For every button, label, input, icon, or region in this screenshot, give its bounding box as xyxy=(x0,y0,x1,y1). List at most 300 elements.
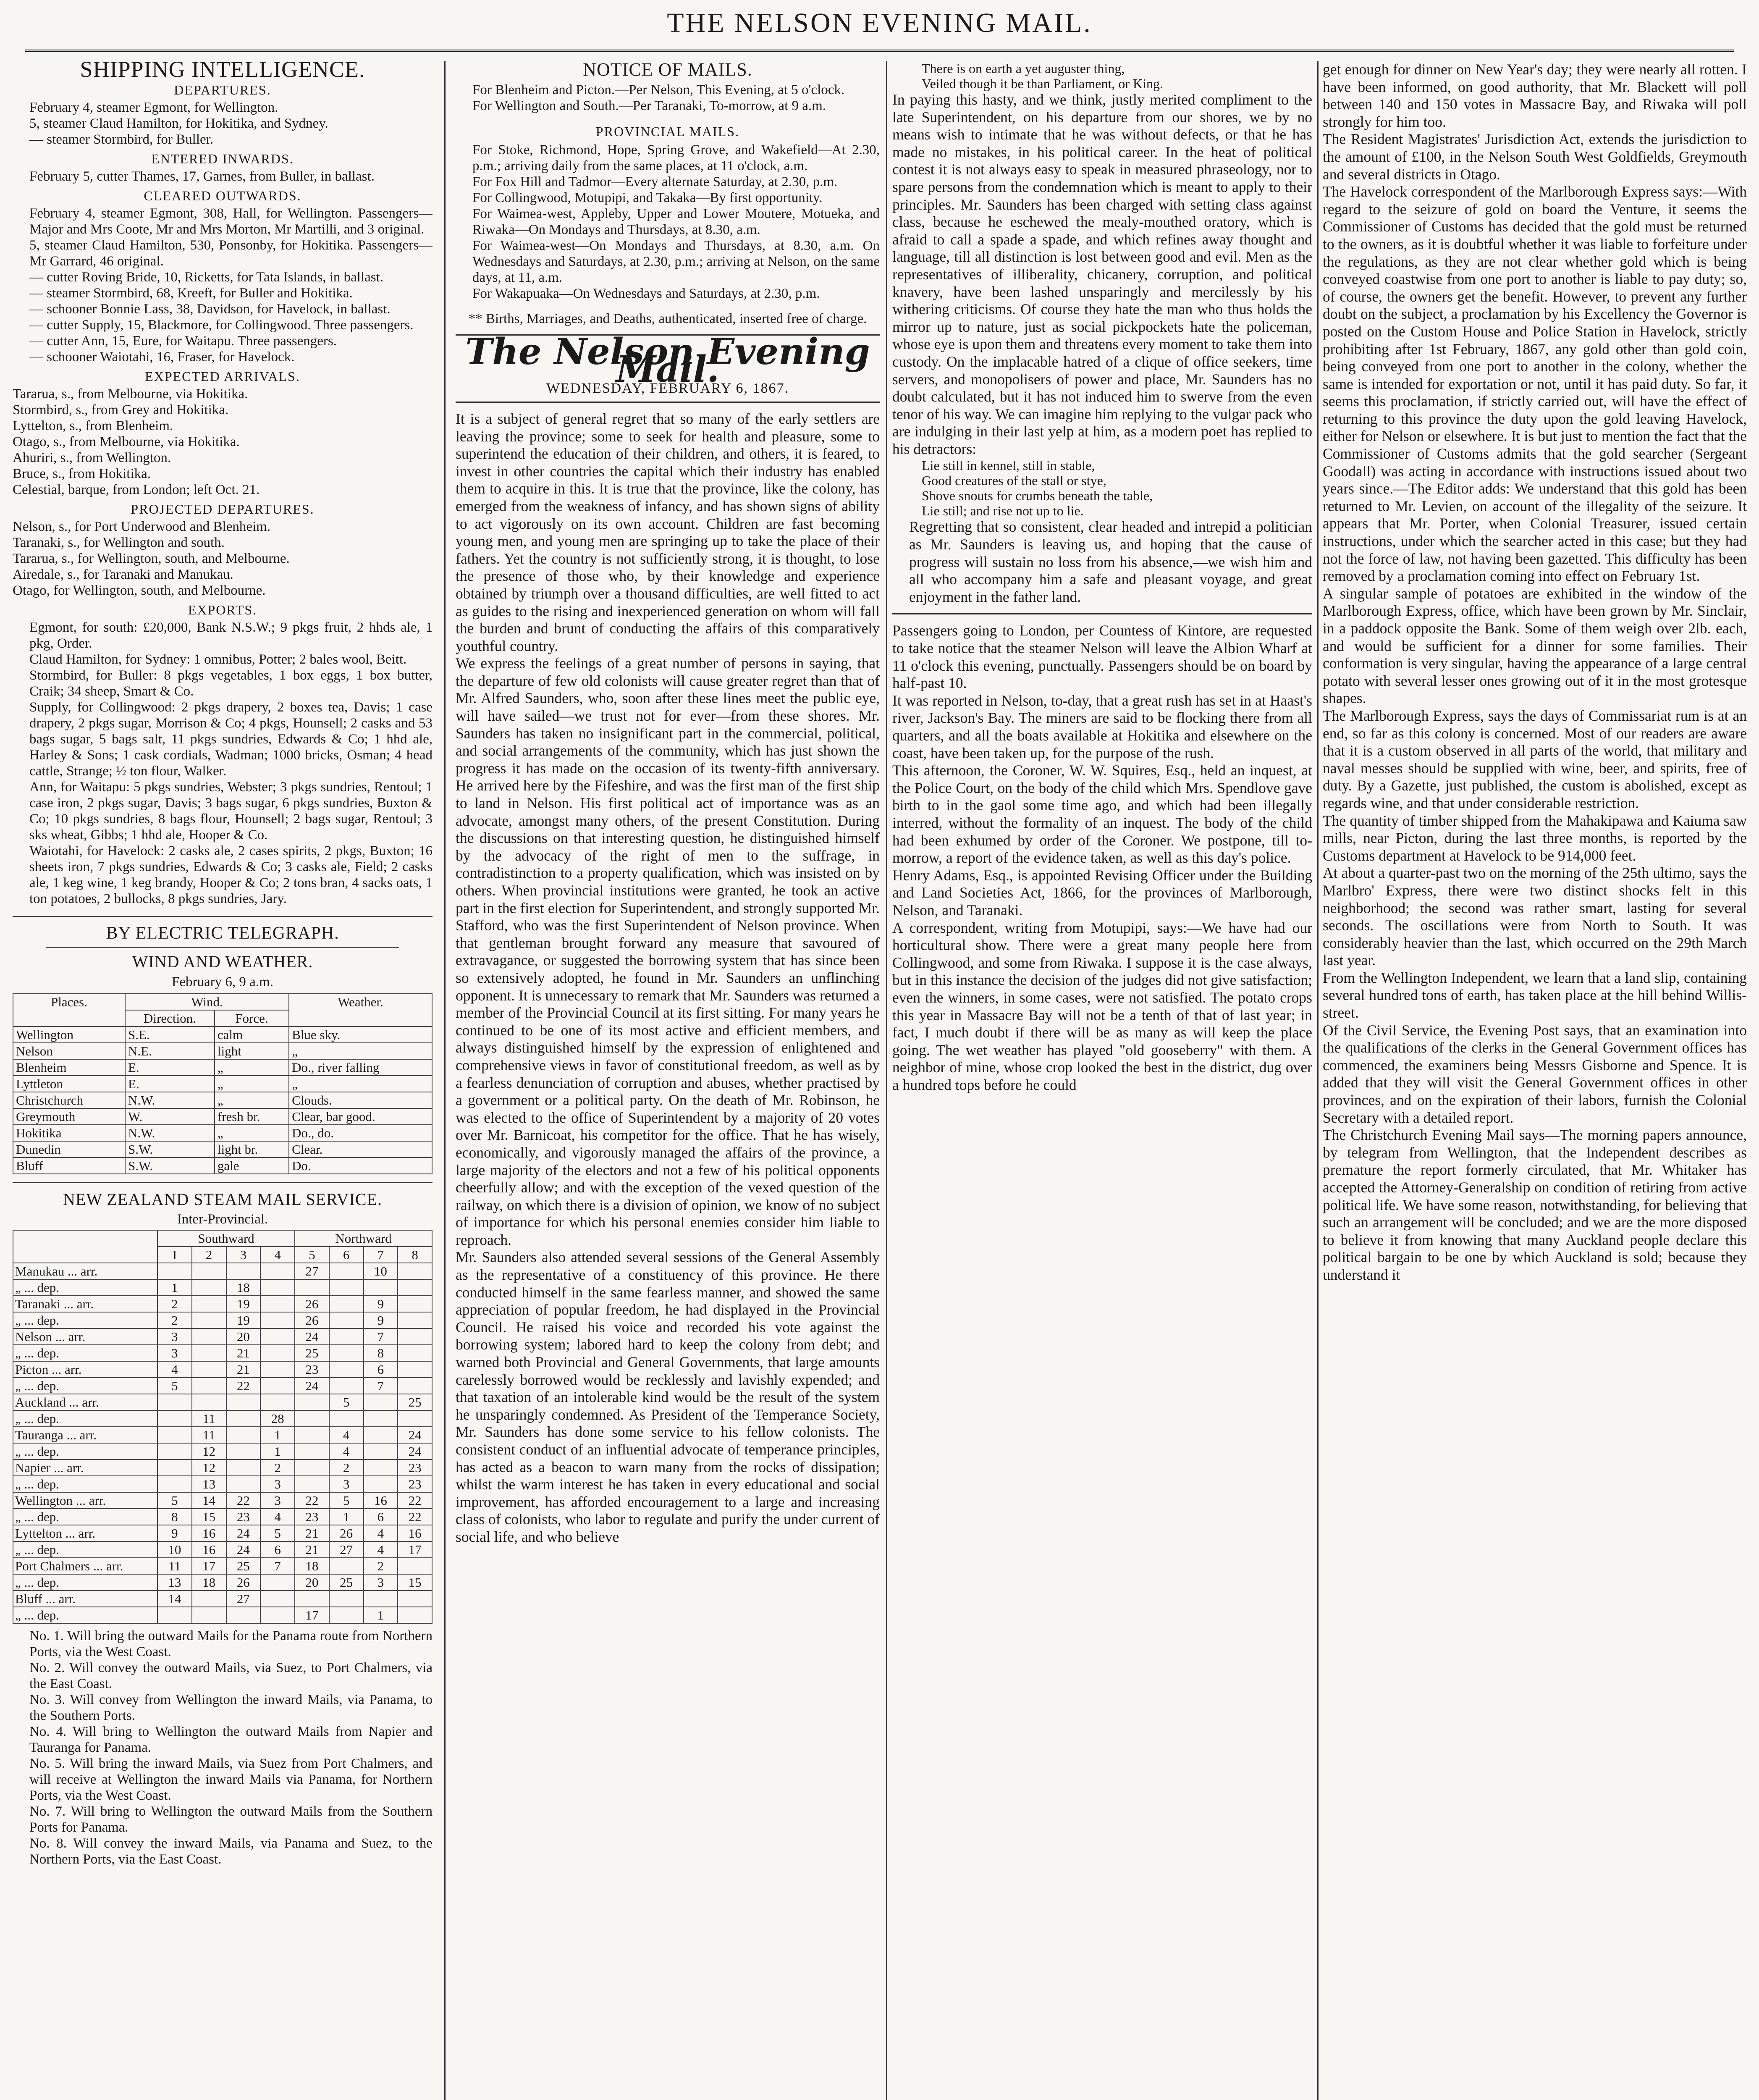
column-2 xyxy=(456,61,880,2100)
table-cell: Tauranga ... arr. xyxy=(13,1427,157,1443)
table-cell xyxy=(398,1296,432,1312)
shipping-heading: SHIPPING INTELLIGENCE. xyxy=(80,61,365,82)
table-cell: „ ... dep. xyxy=(13,1312,157,1328)
table-row xyxy=(13,1158,432,1174)
table-cell: 2 xyxy=(260,1460,295,1476)
article-paragraph: It was reported in Nelson, to-day, that a great rush has set in at Haast's river, Jackson's Bay. The miners are said to be flocking there from all quarters, and all the boats available at Hokitika and elsewhere on the coast, have been taken up, for the purpose of the rush. xyxy=(892,692,1312,761)
leader-date: WEDNESDAY, FEBRUARY 6, 1867. xyxy=(546,381,789,396)
table-cell: E. xyxy=(125,1059,215,1076)
table-cell xyxy=(226,1476,261,1492)
news-items-col3 xyxy=(892,622,1312,1094)
column-divider xyxy=(444,61,446,2100)
table-cell xyxy=(364,1591,398,1607)
table-cell: 21 xyxy=(295,1541,329,1558)
list-entry: No. 2. Will convey the outward Mails, via Suez, to Port Chalmers, via the East Coast. xyxy=(29,1660,433,1692)
table-cell: Blue sky. xyxy=(289,1026,432,1043)
table-cell: 2 xyxy=(157,1296,192,1312)
table-cell: 25 xyxy=(398,1394,432,1410)
table-cell: 19 xyxy=(226,1296,261,1312)
table-cell: 27 xyxy=(295,1263,329,1279)
table-cell xyxy=(192,1394,226,1410)
table-cell xyxy=(192,1263,226,1279)
table-cell: Christchurch xyxy=(13,1092,125,1108)
table-cell xyxy=(226,1607,261,1623)
list-entry: — schooner Waiotahi, 16, Fraser, for Havelock. xyxy=(29,349,295,365)
table-row xyxy=(13,1525,432,1541)
table-cell: „ xyxy=(215,1076,289,1092)
table-cell: Nelson ... arr. xyxy=(13,1328,157,1345)
col-northward: Northward xyxy=(295,1230,432,1247)
table-cell xyxy=(226,1443,261,1460)
table-cell: 24 xyxy=(295,1328,329,1345)
table-cell: 19 xyxy=(226,1312,261,1328)
list-entry: Regretting that so consistent, clear headed and intrepid a politician as Mr. Saunders is leaving us, and hoping that the cause of progress will sustain no loss from his absence,—we wish him and all who accompany him a safe and pleasant voyage, and great enjoyment in the father land. xyxy=(909,518,1312,605)
list-entry: — steamer Stormbird, for Buller. xyxy=(29,131,214,147)
table-cell xyxy=(260,1345,295,1361)
table-cell: 13 xyxy=(157,1574,192,1591)
list-entry: Lie still in kennel, still in stable, xyxy=(922,458,1095,473)
table-cell: 25 xyxy=(226,1558,261,1574)
table-cell xyxy=(260,1378,295,1394)
table-cell: 5 xyxy=(329,1492,364,1509)
list-entry: Bruce, s., from Hokitika. xyxy=(13,466,151,481)
table-cell: 17 xyxy=(398,1541,432,1558)
expected-list xyxy=(13,386,433,498)
table-cell: 1 xyxy=(260,1443,295,1460)
table-cell: Bluff ... arr. xyxy=(13,1591,157,1607)
table-cell: Clouds. xyxy=(289,1092,432,1108)
table-cell: „ ... dep. xyxy=(13,1279,157,1296)
column-number: 7 xyxy=(364,1247,398,1263)
table-cell xyxy=(398,1312,432,1328)
article-paragraph: Of the Civil Service, the Evening Post says, that an examination into the qualifications of the clerks in the General Government offices has commenced, the examiners being Messrs Gisborne and Spence. It is added that they will visit the General Government offices in other provinces, and on the expiration of their labors, furnish the Colonial Secretary with a detailed report. xyxy=(1323,1021,1747,1126)
table-cell: 5 xyxy=(260,1525,295,1541)
table-row xyxy=(13,1345,432,1361)
masthead-rule xyxy=(25,50,1734,52)
table-cell: 24 xyxy=(295,1378,329,1394)
table-cell: 4 xyxy=(364,1525,398,1541)
table-cell: 25 xyxy=(295,1345,329,1361)
table-cell: Wellington xyxy=(13,1026,125,1043)
table-cell: 21 xyxy=(226,1345,261,1361)
table-cell: Picton ... arr. xyxy=(13,1361,157,1378)
table-cell: 18 xyxy=(226,1279,261,1296)
cleared-heading: CLEARED OUTWARDS. xyxy=(144,188,301,203)
table-row xyxy=(13,1092,432,1108)
table-cell: Lyttelton ... arr. xyxy=(13,1525,157,1541)
divider xyxy=(46,947,399,948)
table-cell: Lyttleton xyxy=(13,1076,125,1092)
table-cell: N.E. xyxy=(125,1043,215,1059)
col-places: Places. xyxy=(13,994,125,1026)
table-cell: 21 xyxy=(226,1361,261,1378)
table-cell: „ xyxy=(289,1076,432,1092)
list-entry: Shove snouts for crumbs beneath the table, xyxy=(922,488,1153,504)
list-entry: Lyttelton, s., from Blenheim. xyxy=(13,418,173,433)
steam-notes xyxy=(13,1628,433,1867)
article-paragraph: The Christchurch Evening Mail says—The morning papers announce, by telegram from Wellington, that the Independent describes as premature the report formerly circulated, that Mr. Whitaker has accepted the Attorney-Generalship on condition of retiring from active political life. We have some reason, notwithstanding, for believing that such an arrangement will be concluded; and we are the more disposed to believe it from knowing that many Auckland people declare this political bargain to be one by which Auckland is sold; because they understand it xyxy=(1323,1126,1747,1283)
list-entry: Otago, for Wellington, south, and Melbourne. xyxy=(13,583,266,598)
table-row xyxy=(13,1125,432,1141)
leader-article xyxy=(456,410,880,1546)
column-number: 4 xyxy=(260,1247,295,1263)
table-cell xyxy=(364,1476,398,1492)
table-cell: 16 xyxy=(192,1541,226,1558)
leader-verse-1 xyxy=(892,61,1312,91)
list-entry: Otago, s., from Melbourne, via Hokitika. xyxy=(13,434,240,449)
table-cell: 17 xyxy=(192,1558,226,1574)
table-cell xyxy=(226,1427,261,1443)
provincial-heading: PROVINCIAL MAILS. xyxy=(595,123,740,139)
table-cell: 10 xyxy=(157,1541,192,1558)
table-cell: Hokitika xyxy=(13,1125,125,1141)
table-cell xyxy=(192,1296,226,1312)
divider xyxy=(13,916,433,917)
list-entry: 5, steamer Claud Hamilton, for Hokitika, and Sydney. xyxy=(29,116,328,131)
table-cell: 20 xyxy=(295,1574,329,1591)
table-cell: 26 xyxy=(226,1574,261,1591)
table-cell: 22 xyxy=(398,1509,432,1525)
table-cell: 16 xyxy=(192,1525,226,1541)
table-cell xyxy=(295,1460,329,1476)
table-cell: 22 xyxy=(295,1492,329,1509)
table-cell: 9 xyxy=(364,1296,398,1312)
table-cell: 7 xyxy=(260,1558,295,1574)
steam-table xyxy=(13,1230,433,1624)
table-cell xyxy=(192,1279,226,1296)
table-row xyxy=(13,1509,432,1525)
table-cell: 3 xyxy=(260,1492,295,1509)
table-cell xyxy=(295,1410,329,1427)
table-cell xyxy=(226,1394,261,1410)
article-paragraph: This afternoon, the Coroner, W. W. Squires, Esq., held an inquest, at the Police Court, on the body of the child which Mrs. Spendlove gave birth to in the gaol some time ago, and which had been illegally interred, without the formality of an inquest. The body of the child had been exhumed by order of the Coroner. We postpone, till to-morrow, a report of the evidence taken, as well as this day's police. xyxy=(892,762,1312,866)
column-number: 1 xyxy=(157,1247,192,1263)
table-cell: 9 xyxy=(364,1312,398,1328)
table-cell: „ ... dep. xyxy=(13,1509,157,1525)
table-cell: 8 xyxy=(364,1345,398,1361)
table-cell xyxy=(398,1345,432,1361)
table-cell: 24 xyxy=(398,1427,432,1443)
table-row xyxy=(13,1394,432,1410)
table-cell: 15 xyxy=(192,1509,226,1525)
table-cell: 11 xyxy=(192,1410,226,1427)
list-entry: — cutter Ann, 15, Eure, for Waitapu. Three passengers. xyxy=(29,333,337,349)
table-row xyxy=(13,1591,432,1607)
table-row xyxy=(13,1296,432,1312)
table-cell xyxy=(260,1263,295,1279)
table-cell xyxy=(192,1361,226,1378)
table-cell: 24 xyxy=(226,1541,261,1558)
list-entry: — cutter Supply, 15, Blackmore, for Collingwood. Three passengers. xyxy=(29,317,414,333)
projected-heading: PROJECTED DEPARTURES. xyxy=(131,501,315,517)
article-paragraph: We express the feelings of a great number of persons in saying, that the departure of few old colonists will cause greater regret than that of Mr. Alfred Saunders, who, soon after these lines meet the public eye, will have sailed—we trust not for ever—from these shores. Mr. Saunders has taken no insignificant part in the commercial, political, and social arrangements of the community, which has just shown the progress it has made on the occasion of its twenty-fifth anniversary. He arrived here by the Fifeshire, and was the first man of the first ship to land in Nelson. His first political act of importance was as an advocate, amongst many others, of the present Constitution. During the discussions on that interesting question, he distinguished himself by the advocacy of the right of men to the suffrage, in contradistinction to a property qualification, which was insisted on by others. When provincial institutions were granted, he took an active part in the first election for Superintendent, and strongly supported Mr. Stafford, who was the first Superintendent of Nelson province. When that gentleman brought forward any measure that savoured of extravagance, or suggested the borrowing system that has since been so extensively adopted, he found in Mr. Saunders an unflinching opponent. It is unnecessary to remark that Mr. Saunders was returned a member of the Provincial Council at its first sitting. For many years he continued to be one of its most active and efficient members, and always distinguished himself by the expression of enlightened and comprehensive views in favor of constitutional freedom, as well as by a fearless denunciation of corruption and abuses, whether practised by a government or a political party. On the death of Mr. Robinson, he was elected to the office of Superintendent by a majority of 20 votes over Mr. Barnicoat, his competitor for the office. That he has wisely, economically, and vigorously managed the affairs of the province, a large majority of the electors and not a few of his political opponents cheerfully allow; and with the exception of the vexed question of the railway, on which there is a division of opinion, we know of no subject of importance for which his personal enemies consider him liable to reproach. xyxy=(456,655,880,1248)
column-divider xyxy=(886,61,887,2100)
article-paragraph: The Marlborough Express, says the days of Commissariat rum is at an end, so far as this colony is concerned. Most of our readers are aware that it is a custom observed in all parts of the world, that military and naval messes should be supplied with wine, beer, and spirits, free of duty. By a Gazette, just published, the custom is abolished, except as regards wine, and that under considerable restriction. xyxy=(1323,707,1747,811)
list-entry: Ann, for Waitapu: 5 pkgs sundries, Webster; 3 pkgs sundries, Rentoul; 1 case iron, 2 pkgs sugar, Davis; 3 bags sugar, 6 pkgs sundries, Buxton & Co; 10 pkgs sundries, 8 bags flour, Hounsell; 2 bags sugar, Rentoul; 3 sks wheat, Gibbs; 1 hhd ale, Hooper & Co. xyxy=(29,779,433,843)
table-cell: light br. xyxy=(215,1141,289,1158)
table-row xyxy=(13,1312,432,1328)
list-entry: Claud Hamilton, for Sydney: 1 omnibus, Potter; 2 bales wool, Beitt. xyxy=(29,651,407,667)
table-cell xyxy=(398,1410,432,1427)
table-cell: 28 xyxy=(260,1410,295,1427)
table-cell: 1 xyxy=(364,1607,398,1623)
table-cell: 3 xyxy=(260,1476,295,1492)
table-cell: 23 xyxy=(295,1361,329,1378)
list-entry: For Stoke, Richmond, Hope, Spring Grove, and Wakefield—At 2.30, p.m.; arriving daily from the same places, at 11 o'clock, a.m. xyxy=(472,142,880,174)
table-cell: Manukau ... arr. xyxy=(13,1263,157,1279)
table-cell: 12 xyxy=(192,1443,226,1460)
list-entry: Celestial, barque, from London; left Oct. 21. xyxy=(13,482,260,497)
table-cell xyxy=(260,1312,295,1328)
table-cell xyxy=(364,1279,398,1296)
table-cell xyxy=(398,1378,432,1394)
list-entry: Veiled though it be than Parliament, or King. xyxy=(922,76,1163,91)
table-row xyxy=(13,1574,432,1591)
table-cell xyxy=(226,1410,261,1427)
list-entry: — schooner Bonnie Lass, 38, Davidson, for Havelock, in ballast. xyxy=(29,301,391,317)
table-cell: S.W. xyxy=(125,1141,215,1158)
table-row xyxy=(13,1558,432,1574)
list-entry: February 4, steamer Egmont, for Wellington. xyxy=(29,100,278,115)
table-cell: 7 xyxy=(364,1378,398,1394)
leader-verse-2 xyxy=(892,458,1312,518)
table-cell: light xyxy=(215,1043,289,1059)
table-cell: calm xyxy=(215,1026,289,1043)
table-cell: 22 xyxy=(398,1492,432,1509)
table-cell: 5 xyxy=(157,1378,192,1394)
table-cell: 17 xyxy=(295,1607,329,1623)
table-cell: 21 xyxy=(295,1525,329,1541)
table-cell: 11 xyxy=(192,1427,226,1443)
table-cell xyxy=(260,1607,295,1623)
table-cell: Greymouth xyxy=(13,1108,125,1125)
cleared-list xyxy=(13,205,433,365)
table-cell: 1 xyxy=(260,1427,295,1443)
list-entry: For Wakapuaka—On Wednesdays and Saturdays, at 2.30, p.m. xyxy=(472,286,820,302)
table-cell xyxy=(260,1361,295,1378)
table-cell: Dunedin xyxy=(13,1141,125,1158)
table-cell: 12 xyxy=(192,1460,226,1476)
steam-heading: NEW ZEALAND STEAM MAIL SERVICE. xyxy=(63,1189,382,1209)
table-cell xyxy=(329,1558,364,1574)
list-entry: Good creatures of the stall or stye, xyxy=(922,473,1106,488)
table-cell: 6 xyxy=(364,1509,398,1525)
shipping-section xyxy=(13,82,433,907)
table-cell: „ ... dep. xyxy=(13,1378,157,1394)
table-cell: „ xyxy=(215,1059,289,1076)
entered-list xyxy=(13,168,433,184)
table-cell xyxy=(192,1312,226,1328)
table-row xyxy=(13,1492,432,1509)
table-row xyxy=(13,1043,432,1059)
table-cell: 3 xyxy=(157,1345,192,1361)
provincial-list xyxy=(456,142,880,302)
list-entry: For Blenheim and Picton.—Per Nelson, This Evening, at 5 o'clock. xyxy=(472,82,845,97)
table-cell: 6 xyxy=(364,1361,398,1378)
table-cell: Do. xyxy=(289,1158,432,1174)
table-cell xyxy=(157,1410,192,1427)
projected-list xyxy=(13,519,433,598)
table-cell: 2 xyxy=(329,1460,364,1476)
article-paragraph: It is a subject of general regret that so many of the early settlers are leaving the province; some to seek for health and pleasure, some to superintend the education of their children, and others, it is feared, to invest in other countries the capital which their industry has enabled them to acquire in this. It is true that the province, like the colony, has emerged from the weakness of infancy, and has shown signs of ability to act vigorously on its own account. Children are fast becoming young men, and young men are springing up to take the place of their fathers. Yet the country is not sufficiently strong, it is thought, to lose the presence of those who, by their knowledge and experience obtained by triumph over a thousand difficulties, are well fitted to act as guides to the rising and inexperienced generation on whom will fall the burden and brunt of conducting the affairs of this comparatively youthful country. xyxy=(456,410,880,654)
table-cell: 23 xyxy=(398,1460,432,1476)
list-entry: — cutter Roving Bride, 10, Ricketts, for Tata Islands, in ballast. xyxy=(29,269,384,285)
table-cell xyxy=(192,1328,226,1345)
list-entry: No. 7. Will bring to Wellington the outward Mails from the Southern Ports for Panama. xyxy=(29,1804,433,1835)
table-cell: 2 xyxy=(364,1558,398,1574)
article-paragraph: From the Wellington Independent, we learn that a land slip, containing several hundred tons of earth, has taken place at the hill behind Willis-street. xyxy=(1323,969,1747,1021)
column-number: 6 xyxy=(329,1247,364,1263)
list-entry: For Waimea-west—On Mondays and Thursdays, at 8.30, a.m. On Wednesdays and Saturdays, at 2.30, p.m.; arriving at Nelson, on the same days, at 11, a.m. xyxy=(472,238,880,286)
table-cell xyxy=(260,1328,295,1345)
table-cell: 2 xyxy=(157,1312,192,1328)
table-cell: S.W. xyxy=(125,1158,215,1174)
table-row xyxy=(13,1076,432,1092)
column-number: 2 xyxy=(192,1247,226,1263)
table-cell xyxy=(157,1427,192,1443)
list-entry: Stormbird, s., from Grey and Hokitika. xyxy=(13,402,229,417)
table-cell xyxy=(364,1443,398,1460)
list-entry: For Waimea-west, Appleby, Upper and Lower Moutere, Motueka, and Riwaka—On Mondays and Thursdays, at 8.30, a.m. xyxy=(472,206,880,238)
col-force: Force. xyxy=(215,1010,289,1026)
table-row xyxy=(13,1541,432,1558)
article-paragraph: In paying this hasty, and we think, justly merited compliment to the late Superintendent, on his departure from our shores, we by no means wish to intimate that he was without defects, or that he has made no mistakes, in his political career. In the heat of political contest it is not always easy to speak in measured phraseology, nor to spare persons from the condemnation which is meant to apply to their principles. Mr. Saunders has been charged with setting class against class, because he eschewed the mealy-mouthed oratory, which is afraid to call a spade a spade, and which refines away thought and language, till all distinction is lost between good and evil. Men as the representatives of illiberality, chicanery, corruption, and political knavery, have been lashed unsparingly and mercilessly by his withering criticisms. Of course they hate the man who thus holds the mirror up to nature, just as social pickpockets hate the policeman, whose eye is upon them and threatens every moment to take them into custody. On the implacable hatred of a clique of office seekers, time servers, and monopolisers of power and place, Mr. Saunders has no doubt calculated, but it has not induced him to swerve from the even tenor of his way. We can imagine him replying to the vulgar pack who are indulging in their last yelp at him, as a modern poet has replied to his detractors: xyxy=(892,91,1312,457)
table-cell: 8 xyxy=(157,1509,192,1525)
table-cell: „ xyxy=(215,1125,289,1141)
list-entry: There is on earth a yet auguster thing, xyxy=(922,61,1125,76)
column-4 xyxy=(1323,61,1747,2100)
article-paragraph: A singular sample of potatoes are exhibited in the window of the Marlborough Express, office, which have been grown by Mr. Sinclair, in a paddock opposite the Bank. Some of them weigh over 2lb. each, and would be sufficient for a dinner for some families. Their conformation is very singular, having the appearance of a large central potato with several lesser ones growing out of it in the most grotesque shapes. xyxy=(1323,585,1747,707)
table-cell: 15 xyxy=(398,1574,432,1591)
departures-list xyxy=(13,100,433,147)
table-row xyxy=(13,1361,432,1378)
table-cell: „ ... dep. xyxy=(13,1607,157,1623)
steam-subtitle: Inter-Provincial. xyxy=(177,1212,268,1227)
table-cell xyxy=(260,1394,295,1410)
table-cell: „ xyxy=(289,1043,432,1059)
table-cell xyxy=(398,1607,432,1623)
article-paragraph: The Resident Magistrates' Jurisdiction Act, extends the jurisdiction to the amount of £100, in the Nelson South West Goldfields, Greymouth and several districts in Otago. xyxy=(1323,131,1747,183)
table-cell xyxy=(295,1476,329,1492)
table-cell xyxy=(329,1328,364,1345)
table-cell xyxy=(192,1607,226,1623)
list-entry: Nelson, s., for Port Underwood and Blenheim. xyxy=(13,519,271,534)
list-entry: For Collingwood, Motupipi, and Takaka—By first opportunity. xyxy=(472,190,823,206)
table-cell xyxy=(295,1443,329,1460)
table-cell: W. xyxy=(125,1108,215,1125)
table-cell xyxy=(364,1410,398,1427)
table-row xyxy=(13,1059,432,1076)
table-cell: Nelson xyxy=(13,1043,125,1059)
weather-table xyxy=(13,993,433,1174)
table-cell xyxy=(398,1279,432,1296)
mails-heading: NOTICE OF MAILS. xyxy=(583,61,752,80)
table-cell: 23 xyxy=(226,1509,261,1525)
table-cell xyxy=(157,1460,192,1476)
table-row xyxy=(13,1427,432,1443)
table-cell xyxy=(364,1460,398,1476)
list-entry: Ahuriri, s., from Wellington. xyxy=(13,450,171,465)
table-cell: 23 xyxy=(295,1509,329,1525)
table-row xyxy=(13,1141,432,1158)
weather-heading: WIND AND WEATHER. xyxy=(132,952,313,971)
table-cell: 26 xyxy=(295,1296,329,1312)
table-cell: Bluff xyxy=(13,1158,125,1174)
table-row xyxy=(13,1476,432,1492)
table-cell xyxy=(260,1574,295,1591)
article-paragraph: The Havelock correspondent of the Marlborough Express says:—With regard to the seizure of gold on board the Venture, it seems the Commissioner of Customs has decided that the gold must be returned to the owners, as it is doubtful whether it was liable to forfeiture under the regulations, as they are not clear whether gold which is being conveyed coastwise from one port to another is liable to pay duty; so, of course, the owners get the benefit. However, to prevent any further doubt on the subject, a proclamation by his Excellency the Governor is posted on the Custom House and Police Station in Havelock, strictly prohibiting after 1st February, 1867, any gold other than gold coin, being conveyed from one port to another in the colony, whether the same is intended for exportation or not, until it has paid duty. So far, it seems this proclamation, if strictly carried out, will have the effect of returning to this province the duty upon the gold leaving Havelock, either for Nelson or elsewhere. It is but just to mention the fact that the Commissioner of Customs admits that the gold searcher (Sergeant Goodall) was acting in accordance with instructions issued about two years since.—The Editor adds: We understand that this gold has been returned to Mr. Levien, on account of the illegality of the seizure. It appears that Mr. Porter, when Colonial Treasurer, issued certain instructions, under which the searcher acted in this case; but they had not the force of law, not having been gazetted. This difficulty has been removed by a proclamation coming into effect on February 1st. xyxy=(1323,183,1747,585)
table-cell xyxy=(329,1591,364,1607)
column-number: 3 xyxy=(226,1247,261,1263)
exports-list xyxy=(13,620,433,907)
table-cell: 3 xyxy=(364,1574,398,1591)
list-entry: Stormbird, for Buller: 8 pkgs vegetables, 1 box eggs, 1 box butter, Craik; 34 sheep, Smart & Co. xyxy=(29,667,433,699)
table-row xyxy=(13,1607,432,1623)
column-divider xyxy=(1317,61,1319,2100)
table-cell xyxy=(295,1427,329,1443)
table-cell: Auckland ... arr. xyxy=(13,1394,157,1410)
table-cell xyxy=(329,1263,364,1279)
list-entry: No. 8. Will convey the inward Mails, via Panama and Suez, to the Northern Ports, via the East Coast. xyxy=(29,1836,433,1867)
table-cell: 18 xyxy=(295,1558,329,1574)
news-items-col4 xyxy=(1323,61,1747,1284)
table-cell: 5 xyxy=(329,1394,364,1410)
entered-heading: ENTERED INWARDS. xyxy=(151,151,294,166)
column-3 xyxy=(892,61,1312,2100)
table-cell: Port Chalmers ... arr. xyxy=(13,1558,157,1574)
table-row xyxy=(13,1026,432,1043)
table-cell: 22 xyxy=(226,1378,261,1394)
table-cell xyxy=(329,1361,364,1378)
table-cell xyxy=(329,1410,364,1427)
table-cell: 1 xyxy=(157,1279,192,1296)
table-cell: S.E. xyxy=(125,1026,215,1043)
table-row xyxy=(13,1378,432,1394)
table-cell: „ ... dep. xyxy=(13,1345,157,1361)
list-entry: Lie still; and rise not up to lie. xyxy=(922,503,1084,519)
column-number: 5 xyxy=(295,1247,329,1263)
table-cell: „ ... dep. xyxy=(13,1410,157,1427)
col-place xyxy=(13,1230,157,1263)
departures-heading: DEPARTURES. xyxy=(174,82,271,97)
list-entry: No. 4. Will bring to Wellington the outward Mails from Napier and Tauranga for Panama. xyxy=(29,1724,433,1756)
table-cell: 10 xyxy=(364,1263,398,1279)
table-cell xyxy=(329,1279,364,1296)
table-cell xyxy=(260,1591,295,1607)
table-cell: E. xyxy=(125,1076,215,1092)
table-row xyxy=(13,1263,432,1279)
article-paragraph: Henry Adams, Esq., is appointed Revising Officer under the Building and Land Societies Act, 1866, for the provinces of Marlborough, Nelson, and Taranaki. xyxy=(892,866,1312,919)
table-cell: 9 xyxy=(157,1525,192,1541)
table-row xyxy=(13,1443,432,1460)
list-entry: — steamer Stormbird, 68, Kreeft, for Buller and Hokitika. xyxy=(29,285,353,301)
table-cell: 4 xyxy=(260,1509,295,1525)
table-cell: 4 xyxy=(364,1541,398,1558)
divider xyxy=(456,402,880,403)
table-cell xyxy=(295,1279,329,1296)
table-cell: 14 xyxy=(157,1591,192,1607)
table-cell: 5 xyxy=(157,1492,192,1509)
table-row xyxy=(13,1410,432,1427)
table-cell: „ ... dep. xyxy=(13,1443,157,1460)
table-cell: Do., do. xyxy=(289,1125,432,1141)
article-paragraph: Passengers going to London, per Countess of Kintore, are requested to take notice that the steamer Nelson will leave the Albion Wharf at 11 o'clock this evening, punctually. Passengers should be on board by half-past 10. xyxy=(892,622,1312,692)
table-cell: 4 xyxy=(329,1443,364,1460)
table-cell: 16 xyxy=(364,1492,398,1509)
table-cell xyxy=(329,1296,364,1312)
table-cell: 6 xyxy=(260,1541,295,1558)
table-cell xyxy=(157,1394,192,1410)
